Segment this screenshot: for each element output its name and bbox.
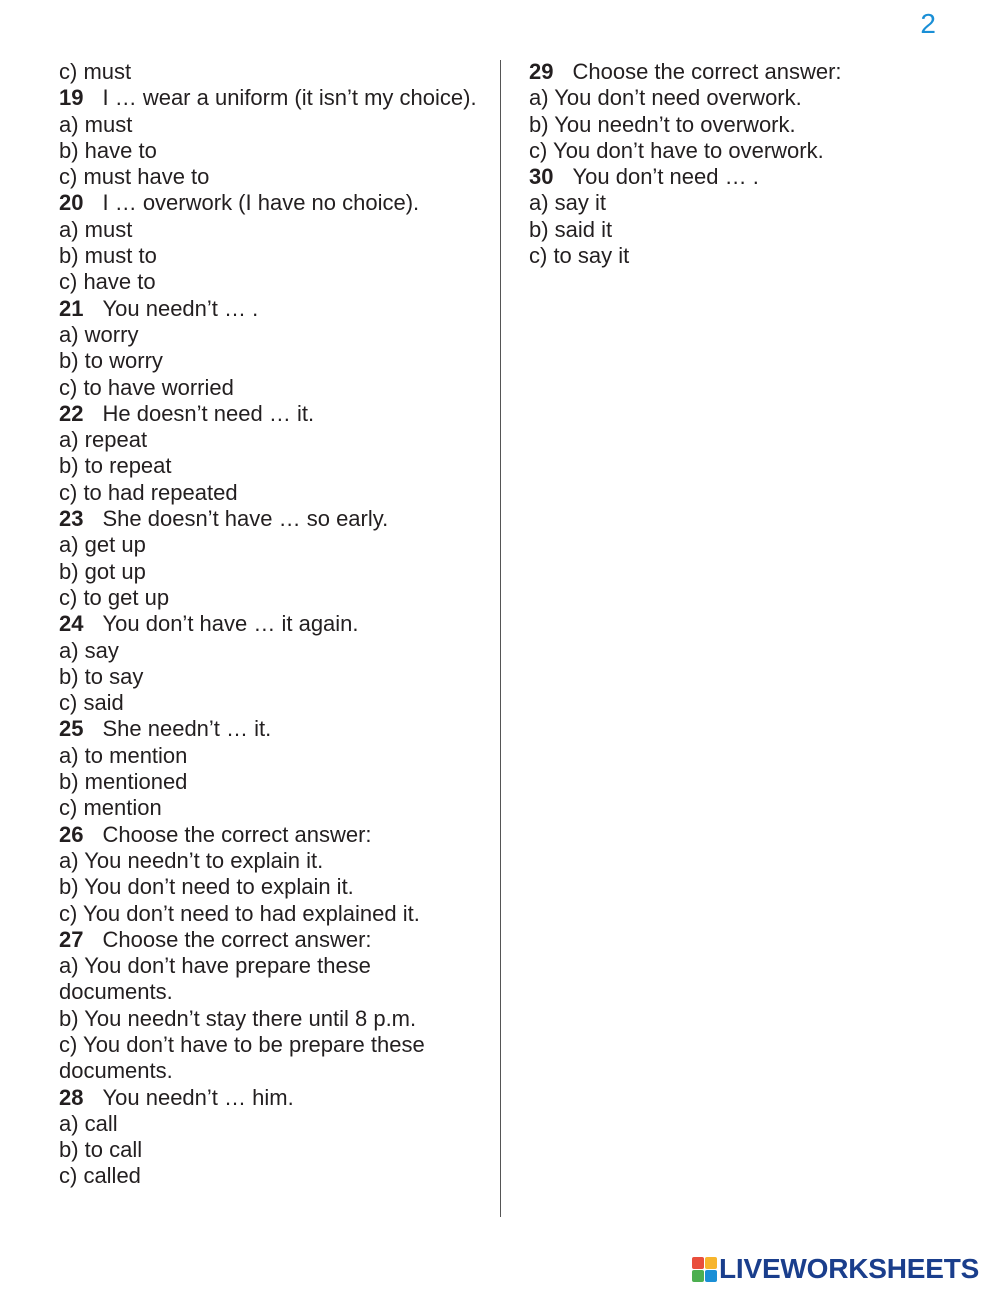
- page-number: 2: [920, 8, 936, 39]
- answer-option: b) You needn’t to overwork.: [529, 111, 796, 137]
- answer-option: a) You don’t have prepare these documents.: [59, 953, 378, 1005]
- answer-option: b) You needn’t stay there until 8 p.m.: [59, 1005, 417, 1031]
- answer-option: c) to get up: [59, 584, 170, 610]
- answer-option: a) to mention: [59, 742, 188, 768]
- question-text: Choose the correct answer:: [102, 821, 372, 847]
- question-number: 21: [59, 295, 84, 321]
- answer-option: a) get up: [59, 532, 146, 558]
- question-text: She needn’t … it.: [102, 716, 272, 742]
- answer-option: b) mentioned: [59, 769, 188, 795]
- question-item: [59, 927, 479, 953]
- question-item: [59, 716, 479, 742]
- answer-option: c) called: [59, 1163, 141, 1189]
- question-item: [529, 164, 949, 190]
- question-item: [529, 59, 949, 85]
- answer-option: c) You don’t need to had explained it.: [59, 900, 420, 926]
- answer-option: a) You don’t need overwork.: [529, 85, 802, 111]
- right-column: [529, 59, 949, 269]
- answer-option: c) to say it: [529, 243, 630, 269]
- answer-option: a) say it: [529, 190, 607, 216]
- answer-option: a) must: [59, 216, 133, 242]
- logo-mark-tile: [692, 1270, 704, 1282]
- question-text: You don’t need … .: [572, 164, 759, 190]
- question-number: 22: [59, 400, 84, 426]
- question-text: Choose the correct answer:: [572, 59, 842, 84]
- answer-option: b) to call: [59, 1137, 143, 1163]
- answer-option: c) to have worried: [59, 374, 234, 400]
- answer-option: c) You don’t have to be prepare these documents.: [59, 1031, 431, 1084]
- question-number: 20: [59, 190, 84, 216]
- liveworksheets-logo: [692, 1253, 980, 1284]
- answer-option: b) to say: [59, 663, 144, 689]
- answer-option: c) You don’t have to overwork.: [529, 137, 824, 163]
- question-item: [59, 85, 479, 111]
- answer-option: a) repeat: [59, 427, 148, 453]
- answer-option: b) You don’t need to explain it.: [59, 874, 354, 900]
- question-number: 27: [59, 926, 84, 952]
- question-text: Choose the correct answer:: [102, 926, 372, 952]
- question-number: 23: [59, 506, 84, 532]
- answer-option: c) must: [59, 59, 132, 84]
- question-number: 19: [59, 85, 84, 111]
- answer-option: a) You needn’t to explain it.: [59, 847, 324, 873]
- question-item: [59, 611, 479, 637]
- answer-option: a) must: [59, 111, 133, 137]
- answer-option: b) got up: [59, 558, 146, 584]
- answer-option: c) have to: [59, 269, 156, 295]
- answer-option: b) have to: [59, 137, 157, 163]
- question-number: 29: [529, 59, 554, 84]
- question-item: [59, 296, 479, 322]
- question-number: 26: [59, 821, 84, 847]
- question-number: 30: [529, 164, 554, 190]
- logo-mark-icon: [692, 1257, 717, 1282]
- answer-option: c) said: [59, 690, 124, 716]
- answer-option: b) said it: [529, 216, 613, 242]
- answer-option: b) must to: [59, 243, 157, 269]
- question-item: [59, 401, 479, 427]
- question-text: You needn’t … him.: [102, 1084, 294, 1110]
- question-text: You needn’t … .: [102, 295, 259, 321]
- question-text: He doesn’t need … it.: [102, 400, 315, 426]
- answer-option: c) to had repeated: [59, 479, 238, 505]
- question-text: She doesn’t have … so early.: [102, 506, 389, 532]
- question-item: [59, 1085, 479, 1111]
- answer-option: c) mention: [59, 795, 162, 821]
- logo-text: LIVEWORKSHEETS: [719, 1253, 980, 1284]
- answer-option: c) must have to: [59, 164, 210, 190]
- question-number: 28: [59, 1084, 84, 1110]
- logo-mark-tile: [692, 1257, 704, 1269]
- answer-option: b) to repeat: [59, 453, 172, 479]
- logo-mark-tile: [705, 1257, 717, 1269]
- question-item: [59, 190, 479, 216]
- answer-option: b) to worry: [59, 348, 163, 374]
- question-number: 24: [59, 611, 84, 637]
- logo-mark-tile: [705, 1270, 717, 1282]
- question-text: You don’t have … it again.: [102, 611, 359, 637]
- question-number: 25: [59, 716, 84, 742]
- left-column: [59, 59, 479, 1190]
- question-text: I … overwork (I have no choice).: [102, 190, 420, 216]
- answer-option: a) call: [59, 1110, 118, 1136]
- question-item: [59, 822, 479, 848]
- question-item: [59, 506, 479, 532]
- answer-option: a) say: [59, 637, 119, 663]
- answer-option: a) worry: [59, 321, 139, 347]
- column-divider: [500, 60, 501, 1217]
- question-text: I … wear a uniform (it isn’t my choice).: [102, 85, 477, 111]
